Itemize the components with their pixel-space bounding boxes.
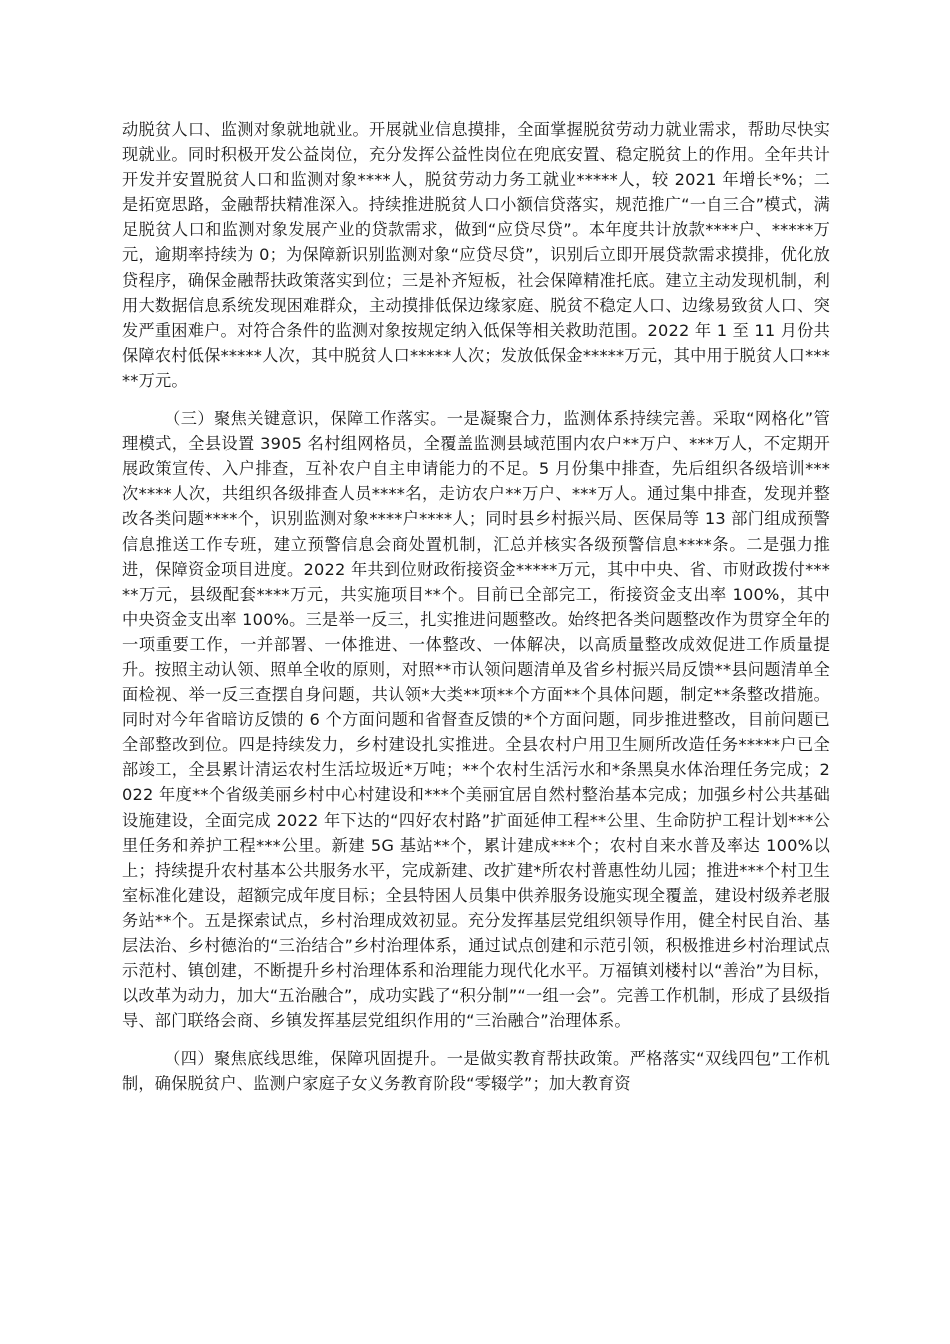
paragraph-3-section-four: （四）聚焦底线思维，保障巩固提升。一是做实教育帮扶政策。严格落实“双线四包”工作机制，确保脱贫户、监测户家庭子女义务教育阶段“零辍学”；加大教育资 [122,1049,830,1094]
paragraph-1: 动脱贫人口、监测对象就地就业。开展就业信息摸排，全面掌握脱贫劳动力就业需求，帮助尽快实现就业。同时积极开发公益岗位，充分发挥公益性岗位在兜底安置、稳定脱贫上的作用。全年共计开发并安置脱贫人口和监测对象****人，脱贫劳动力务工就业*****人，较 2021 年增长*%；二是拓宽思路，金融帮扶精准深入。持续推进脱贫人口小额信贷落实，规范推广“一自三合”模式，满足脱贫人口和监测对象发展产业的贷款需求，做到“应贷尽贷”。本年度共计放款****户、*****万元，逾期率持续为 0；为保障新识别监测对象“应贷尽贷”，识别后立即开展贷款需求摸排，优化放贷程序，确保金融帮扶政策落实到位；三是补齐短板，社会保障精准托底。建立主动发现机制，利用大数据信息系统发现困难群众，主动摸排低保边缘家庭、脱贫不稳定人口、边缘易致贫人口、突发严重困难户。对符合条件的监测对象按规定纳入低保等相关救助范围。2022 年 1 至 11 月份共保障农村低保*****人次，其中脱贫人口*****人次；发放低保金*****万元，其中用于脱贫人口*****万元。 [122,120,830,390]
paragraph-2-section-three: （三）聚焦关键意识，保障工作落实。一是凝聚合力，监测体系持续完善。采取“网格化”管理模式，全县设置 3905 名村组网格员，全覆盖监测县域范围内农户**万户、***万人，不定期开展政策宣传、入户排查，互补农户自主申请能力的不足。5 月份集中排查，先后组织各级培训***次****人次，共组织各级排查人员****名，走访农户**万户、***万人。通过集中排查，发现并整改各类问题****个，识别监测对象****户****人；同时县乡村振兴局、医保局等 13 部门组成预警信息推送工作专班，建立预警信息会商处置机制，汇总并核实各级预警信息****条。二是强力推进，保障资金项目进度。2022 年共到位财政衔接资金*****万元，其中中央、省、市财政拨付*****万元，县级配套****万元，共实施项目**个。目前已全部完工，衔接资金支出率 100%，其中中央资金支出率 100%。三是举一反三，扎实推进问题整改。始终把各类问题整改作为贯穿全年的一项重要工作，一并部署、一体推进、一体整改、一体解决，以高质量整改成效促进工作质量提升。按照主动认领、照单全收的原则，对照**市认领问题清单及省乡村振兴局反馈**县问题清单全面检视、举一反三查摆自身问题，共认领*大类**项**个方面**个具体问题，制定**条整改措施。同时对今年省暗访反馈的 6 个方面问题和省督查反馈的*个方面问题，同步推进整改，目前问题已全部整改到位。四是持续发力，乡村建设扎实推进。全县农村户用卫生厕所改造任务*****户已全部竣工，全县累计清运农村生活垃圾近*万吨；**个农村生活污水和*条黑臭水体治理任务完成；2022 年度**个省级美丽乡村中心村建设和***个美丽宜居自然村整治基本完成；加强乡村公共基础设施建设，全面完成 2022 年下达的“四好农村路”扩面延伸工程**公里、生命防护工程计划***公里任务和养护工程***公里。新建 5G 基站**个，累计建成***个；农村自来水普及率达 100%以上；持续提升农村基本公共服务水平，完成新建、改扩建*所农村普惠性幼儿园；推进***个村卫生室标准化建设，超额完成年度目标；全县特困人员集中供养服务设施实现全覆盖，建设村级养老服务站**个。五是探索试点，乡村治理成效初显。充分发挥基层党组织领导作用，健全村民自治、基层法治、乡村德治的“三治结合”乡村治理体系，通过试点创建和示范引领，积极推进乡村治理试点示范村、镇创建，不断提升乡村治理体系和治理能力现代化水平。万福镇刘楼村以“善治”为目标，以改革为动力，加大“五治融合”，成功实践了“积分制”“一组一会”。完善工作机制，形成了县级指导、部门联络会商、乡镇发挥基层党组织作用的“三治融合”治理体系。 [122,409,830,1031]
